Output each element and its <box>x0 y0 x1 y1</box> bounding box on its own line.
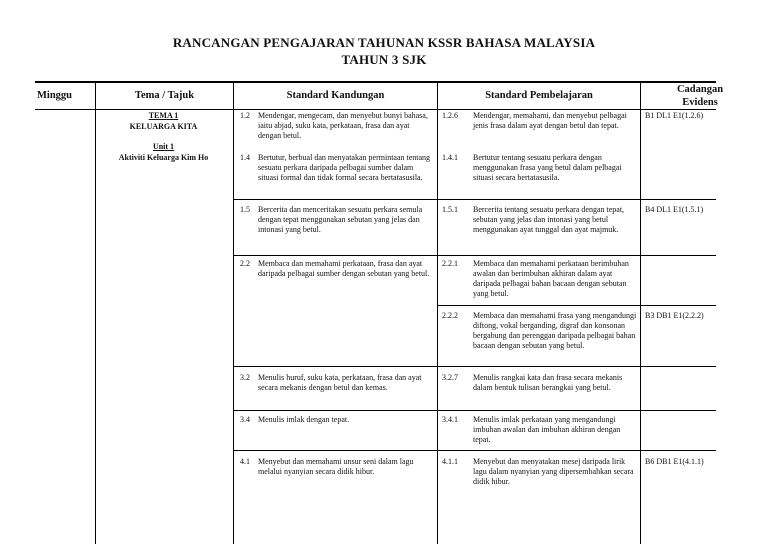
sp-number: 1.4.1 <box>442 153 458 162</box>
sk-number: 1.5 <box>240 205 250 214</box>
header-bottom-border <box>35 109 716 110</box>
header-cadangan: Cadangan <box>676 84 724 95</box>
sp-text: Membaca dan memahami frasa yang mengandungi diftong, vokal berganding, digraf dan konsonan bergabung dan perenggan daripada pelbagai bahan bacaan dengan sebutan yang betul. <box>473 311 637 350</box>
evidens-text: B3 DB1 E1(2.2.2) <box>645 311 704 320</box>
table-top-border <box>35 81 716 83</box>
column-divider <box>437 82 438 544</box>
sk-text: Menulis huruf, suku kata, perkataan, frasa dan ayat secara mekanis dengan betul dan kemas. <box>258 373 422 392</box>
sp-text: Menulis imlak perkataan yang mengandungi imbuhan awalan dan imbuhan akhiran dengan tepat. <box>473 415 621 444</box>
sp-number: 2.2.1 <box>442 259 458 268</box>
sp-number: 3.2.7 <box>442 373 458 382</box>
row-divider <box>233 199 716 200</box>
sk-number: 2.2 <box>240 259 250 268</box>
sk-text: Membaca dan memahami perkataan, frasa dan ayat daripada pelbagai sumber dengan sebutan yang betul. <box>258 259 430 278</box>
sk-text: Menyebut dan memahami unsur seni dalam lagu melalui nyanyian secara didik hibur. <box>258 457 414 476</box>
header-evidens: Evidens <box>682 97 718 108</box>
sp-text: Bertutur tentang sesuatu perkara dengan menggunakan frasa yang betul dalam pelbagai situasi secara bertatasusila. <box>473 153 622 182</box>
unit-label: Unit 1 <box>152 142 175 151</box>
unit-name: Aktiviti Keluarga Kim Ho <box>118 153 209 162</box>
row-divider <box>233 410 716 411</box>
sp-text: Mendengar, memahami, dan menyebut pelbagai jenis frasa dalam ayat dengan betul dan tepat. <box>473 111 627 130</box>
header-tema: Tema / Tajuk <box>134 90 195 101</box>
sk-number: 3.2 <box>240 373 250 382</box>
sk-text: Bercerita dan menceritakan sesuatu perkara semula dengan tepat menggunakan sebutan yang jelas dan intonasi yang betul. <box>258 205 423 234</box>
row-divider <box>233 450 716 451</box>
sk-number: 4.1 <box>240 457 250 466</box>
sk-number: 1.2 <box>240 111 250 120</box>
row-divider <box>437 305 716 306</box>
header-standard-pembelajaran: Standard Pembelajaran <box>485 90 593 101</box>
evidens-text: B1 DL1 E1(1.2.6) <box>645 111 704 120</box>
sp-number: 1.5.1 <box>442 205 458 214</box>
evidens-text: B4 DL1 E1(1.5.1) <box>645 205 704 214</box>
header-minggu: Minggu <box>37 90 73 101</box>
page-subtitle: TAHUN 3 SJK <box>341 52 427 67</box>
sp-text: Menyebut dan menyatakan mesej daripada lirik lagu dalam nyanyian yang dipersembahkan secara didik hibur. <box>473 457 634 486</box>
sk-number: 1.4 <box>240 153 250 162</box>
sp-number: 3.4.1 <box>442 415 458 424</box>
page-title: RANCANGAN PENGAJARAN TAHUNAN KSSR BAHASA MALAYSIA <box>172 35 596 50</box>
sp-text: Bercerita tentang sesuatu perkara dengan tepat, sebutan yang jelas dan intonasi yang betul menggunakan ayat tunggal dan ayat majmuk. <box>473 205 625 234</box>
row-divider <box>233 255 716 256</box>
header-standard-kandungan: Standard Kandungan <box>286 90 385 101</box>
sp-number: 1.2.6 <box>442 111 458 120</box>
sp-text: Menulis rangkai kata dan frasa secara mekanis dalam bentuk tulisan berangkai yang betul. <box>473 373 623 392</box>
evidens-text: B6 DB1 E1(4.1.1) <box>645 457 704 466</box>
column-divider <box>640 82 641 544</box>
row-divider <box>233 366 716 367</box>
sp-text: Membaca dan memahami perkataan berimbuhan awalan dan berimbuhan akhiran dalam ayat daripada pelbagai bahan bacaan dengan sebutan yang betul. <box>473 259 629 298</box>
sk-text: Bertutur, berbual dan menyatakan permintaan tentang sesuatu perkara daripada pelbagai sumber dalam situasi formal dan tidak formal secara bertatasusila. <box>258 153 431 182</box>
tema-label: TEMA 1 <box>148 111 179 120</box>
tema-name: KELUARGA KITA <box>129 122 198 131</box>
sk-text: Mendengar, mengecam, dan menyebut bunyi bahasa, iaitu abjad, suku kata, perkataan, frasa dan ayat dengan betul. <box>258 111 428 140</box>
sp-number: 2.2.2 <box>442 311 458 320</box>
sk-text: Menulis imlak dengan tepat. <box>258 415 350 424</box>
column-divider <box>233 82 234 544</box>
sp-number: 4.1.1 <box>442 457 458 466</box>
sk-number: 3.4 <box>240 415 250 424</box>
